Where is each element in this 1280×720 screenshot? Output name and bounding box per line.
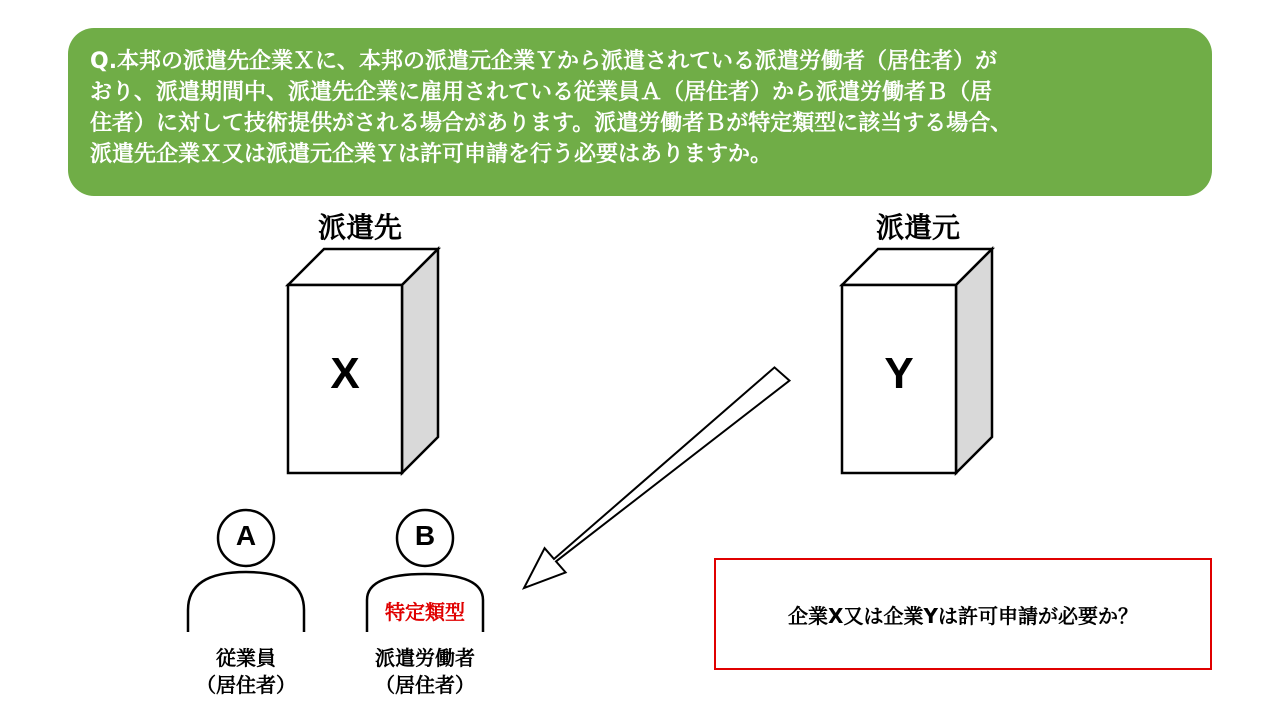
specific-type-label: 特定類型 xyxy=(385,600,465,624)
dispatch-arrow xyxy=(524,367,790,588)
company-x-role-label: 派遣先 xyxy=(317,211,402,244)
answer-box xyxy=(714,558,1212,670)
person-b-label: 派遣労働者 （居住者） xyxy=(375,646,475,697)
company-y-box-side xyxy=(956,249,992,473)
person-a-body xyxy=(188,572,304,632)
person-a-letter: A xyxy=(235,520,257,551)
company-x-box-side xyxy=(402,249,438,473)
answer-text: 企業X又は企業Yは許可申請が必要か？ xyxy=(788,603,1138,628)
company-y-role-label: 派遣元 xyxy=(875,211,960,244)
company-y-letter: Y xyxy=(884,349,914,398)
person-a-label: 従業員 （居住者） xyxy=(196,646,296,697)
person-b-letter: B xyxy=(414,520,436,551)
company-x-letter: X xyxy=(330,349,360,398)
question-text: Q.本邦の派遣先企業Ｘに、本邦の派遣元企業Ｙから派遣されている派遣労働者（居住者）が おり、派遣期間中、派遣先企業に雇用されている従業員Ａ（居住者）から派遣労働者Ｂ（居 住者）に対して技術提供がされる場合があります。派遣労働者Ｂが特定類型に該当する場合、 派遣先企業Ｘ又は派遣元企業Ｙは許可申請を行う必要はありますか。 xyxy=(90,49,1013,167)
